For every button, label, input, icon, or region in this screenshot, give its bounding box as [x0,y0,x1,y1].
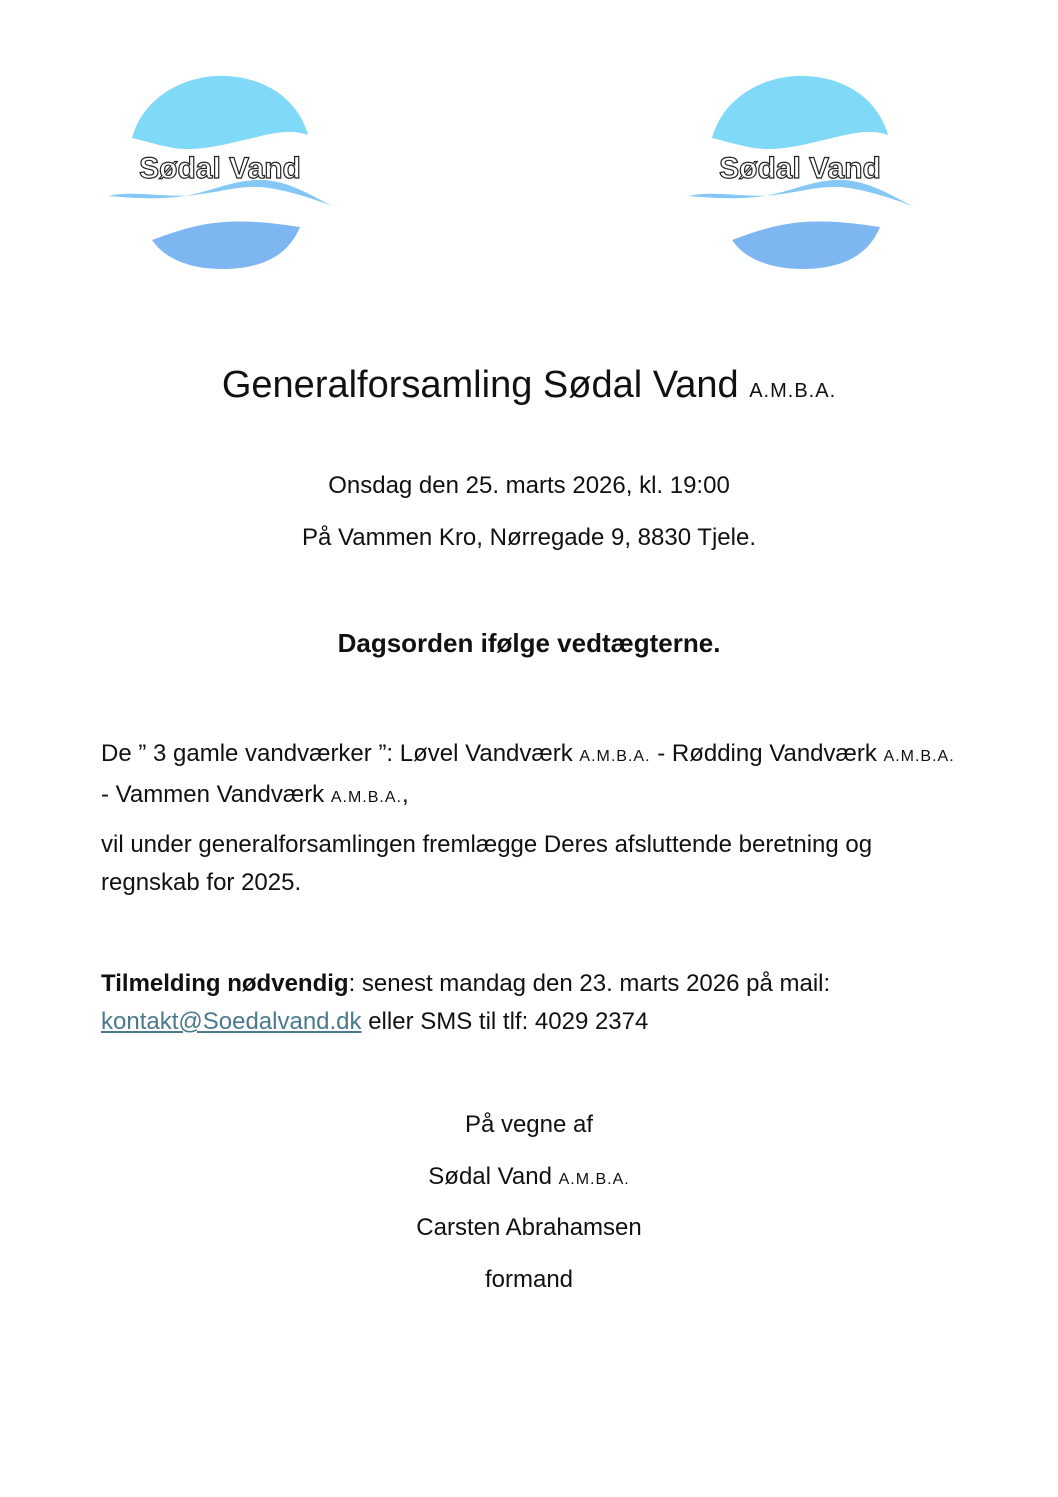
registration-label: Tilmelding nødvendig [101,970,349,997]
signature-on-behalf: På vegne af [464,1111,594,1138]
signature-name: Carsten Abrahamsen [416,1214,642,1241]
page-title [0,362,1058,414]
paragraph1-part4: , [401,781,409,808]
paragraph1-part2: - Rødding Vandværk [657,740,877,767]
title-main: Generalforsamling Sødal Vand [221,364,739,406]
paragraph1-amba3: A.M.B.A. [330,789,402,806]
title-suffix: A.M.B.A. [749,380,837,402]
signature-org-suffix: A.M.B.A. [558,1171,630,1188]
meeting-place: På Vammen Kro, Nørregade 9, 8830 Tjele. [301,524,756,551]
signature-org-name: Sødal Vand [428,1163,552,1190]
paragraph1-amba1: A.M.B.A. [579,748,651,765]
sodal-vand-logo-right [684,72,914,272]
logo-graphic [104,72,334,272]
logo-lower-wave [152,221,300,269]
registration-text2: eller SMS til tlf: 4029 2374 [368,1008,649,1035]
logo-text: Sødal Vand [719,152,881,185]
email-link[interactable]: kontakt@Soedalvand.dk [101,1008,362,1035]
paragraph1-amba2: A.M.B.A. [883,748,955,765]
paragraph1-part3: - Vammen Vandværk [101,781,325,808]
logo-top-wave [132,76,308,149]
logo-top-wave [712,76,888,149]
sodal-vand-logo-left [104,72,334,272]
registration-text1: : senest mandag den 23. marts 2026 på mail: [348,970,831,997]
logo-lower-wave [732,221,880,269]
waterworks-paragraph [101,735,961,817]
report-paragraph: vil under generalforsamlingen fremlægge Deres afsluttende beretning og regnskab for 2025. [101,831,873,896]
signature-org [0,1161,1058,1196]
logo-text: Sødal Vand [139,152,301,185]
registration-paragraph [101,965,961,1041]
paragraph1-part1: De ” 3 gamle vandværker ”: Løvel Vandværk [101,740,573,767]
agenda-heading: Dagsorden ifølge vedtægterne. [337,628,721,658]
signature-role: formand [484,1266,574,1293]
logo-graphic [684,72,914,272]
meeting-date: Onsdag den 25. marts 2026, kl. 19:00 [328,472,730,499]
